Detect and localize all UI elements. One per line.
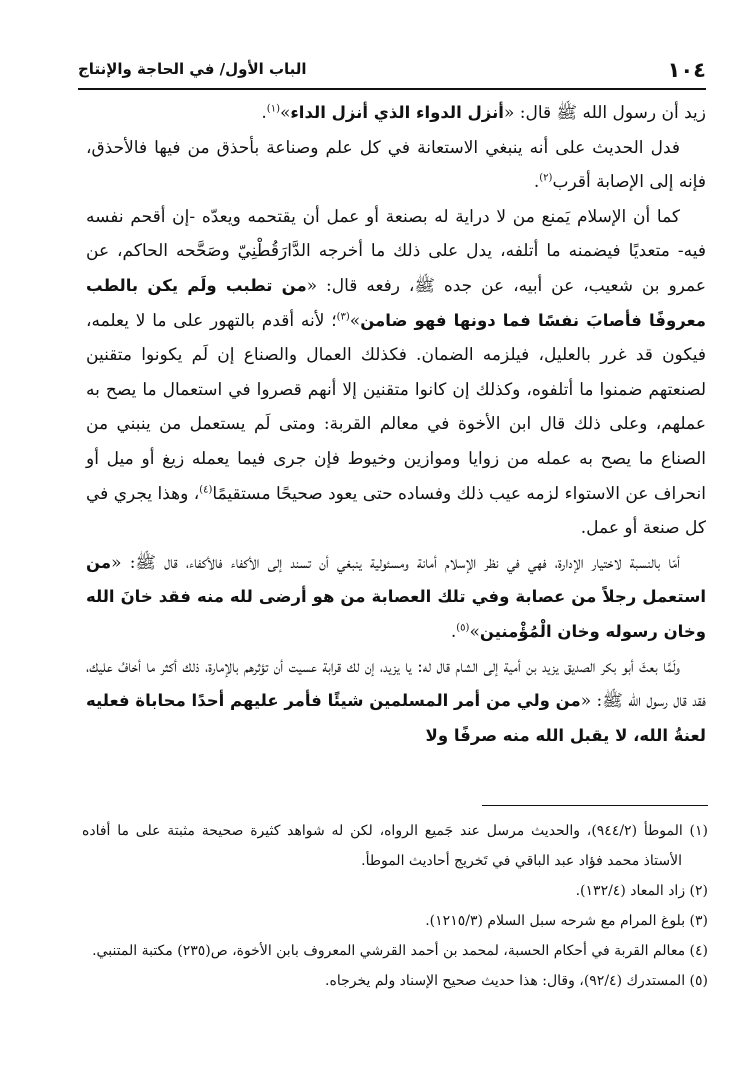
paragraph [86, 96, 706, 131]
paragraph [86, 131, 706, 200]
paragraph [86, 200, 706, 546]
text-segment: أمّا بالنسبة لاختيار الإدارة، فهي في نظر الإسلام أمانة ومسئولية ينبغي أن تسند إلى الأكفاء فالأكفاء، قال ﷺ: « [111, 552, 680, 573]
text-segment: » [469, 621, 480, 642]
footnote: (١) الموطأ (٩٤٤/٢)، والحديث مرسل عند جَميع الرواه، لكن له شواهد كثيرة صحيحة مثبتة على ما أفاده الأستاذ محمد فؤاد عبد الباقي في تَخريج أحاديث الموطأ. [82, 823, 708, 869]
footnote: (٢) زاد المعاد (١٣٢/٤). [575, 883, 708, 899]
running-title: الباب الأول/ في الحاجة والإنتاج [78, 60, 307, 78]
page-header [78, 52, 706, 88]
footnote: (٥) المستدرك (٩٢/٤)، وقال: هذا حديث صحيح الإسناد ولم يخرجاه. [325, 973, 708, 989]
footnote-marker: (٤) [199, 483, 213, 495]
footnote: (٤) معالم القربة في أحكام الحسبة، لمحمد بن أحمد القرشي المعروف بابن الأخوة، ص(٢٣٥) مكتبة المتنبي. [92, 943, 708, 959]
footnotes [82, 816, 708, 996]
text-segment: . [261, 103, 267, 123]
footnote: (٣) بلوغ المرام مع شرحه سبل السلام (١٢١٥/٣). [425, 913, 708, 929]
text-segment: ، وهذا يجري في كل صنعة أو عمل. [86, 483, 706, 539]
text-segment: . [533, 172, 540, 193]
footnote-marker: (٢) [539, 172, 553, 184]
page-number: ١٠٤ [667, 58, 706, 82]
text-segment: ؛ لأنه أقدم بالتهور على ما لا يعلمه، فيكون قد غرر بالعليل، فيلزمه الضمان. فكذلك العمال والصناع إن لَم يكونوا متقنين لصنعتهم ضمنوا ما أتلفوه، وكذلك إن كانوا متقنين إلا أنهم قصروا في استعمال ما يصح به عملهم، وعلى ذلك قال ابن الأخوة في معالم القربة: ومتى لَم يستعمل من ينبني من الصناع ما يصح به عمله من زوايا وموازين وخيوط فإن جرى فيما يعمله زيغ أو ميل أو انحراف عن الاستواء لزمه عيب ذلك وفساده حتى يعود صحيحًا مستقيمًا [86, 310, 706, 504]
paragraph [86, 650, 706, 754]
footnote-marker: (٣) [336, 310, 350, 322]
paragraph [86, 546, 706, 650]
body-text [86, 96, 706, 753]
text-segment: زيد أن رسول الله ﷺ قال: « [503, 103, 706, 123]
footnote-separator [482, 805, 708, 806]
hadith-quote: من ولي من أمر المسلمين شيئًا فأمر عليهم أحدًا محاباة فعليه لعنةُ الله، لا يقبل الله منه صرفًا ولا [86, 691, 706, 745]
text-segment: ولَمَّا بعثَ أبو بكر الصديق يزيد بن أمية إلى الشام قال له: يا يزيد، إن لك قرابة عسيت أن تؤثرهم بالإمارة، ذلك أكثر ما أخافُ عليك، فقد قال رسول الله ﷺ: « [86, 656, 706, 712]
hadith-quote: أنزل الدواء الذي أنزل الداء [290, 103, 504, 122]
footnote-marker: (٥) [456, 622, 470, 634]
hadith-quote: من تطبب ولَم يكن بالطب معروفًا فأصابَ نفسًا فما دونها فهو ضامن [86, 275, 707, 330]
text-segment: » [349, 310, 361, 331]
text-segment: . [450, 621, 457, 642]
header-rule [78, 88, 706, 90]
text-segment: » [279, 103, 291, 123]
footnote-marker: (١) [266, 103, 280, 115]
hadith-quote: من استعمل رجلاً من عصابة وفي تلك العصابة من هو أرضى لله منه فقد خانَ الله وخان رسوله وخان الْمُؤْمنين [86, 552, 706, 641]
text-segment: كما أن الإسلام يَمنع من لا دراية له بصنعة أو عمل أن يقتحمه ويعدّه -إن أقحم نفسه فيه- متعديًا فيضمنه ما أتلفه، يدل على ذلك ما أخرجه الدَّارَقُطْنِيّ وصَحَّحه الحاكم، عن عمرو بن شعيب، عن أبيه، عن جده ﷺ، رفعه قال: « [86, 206, 706, 296]
text-segment: فدل الحديث على أنه ينبغي الاستعانة في كل علم وصناعة بأحذق من فيها فالأحذق، فإنه إلى الإصابة أقرب [86, 137, 706, 193]
